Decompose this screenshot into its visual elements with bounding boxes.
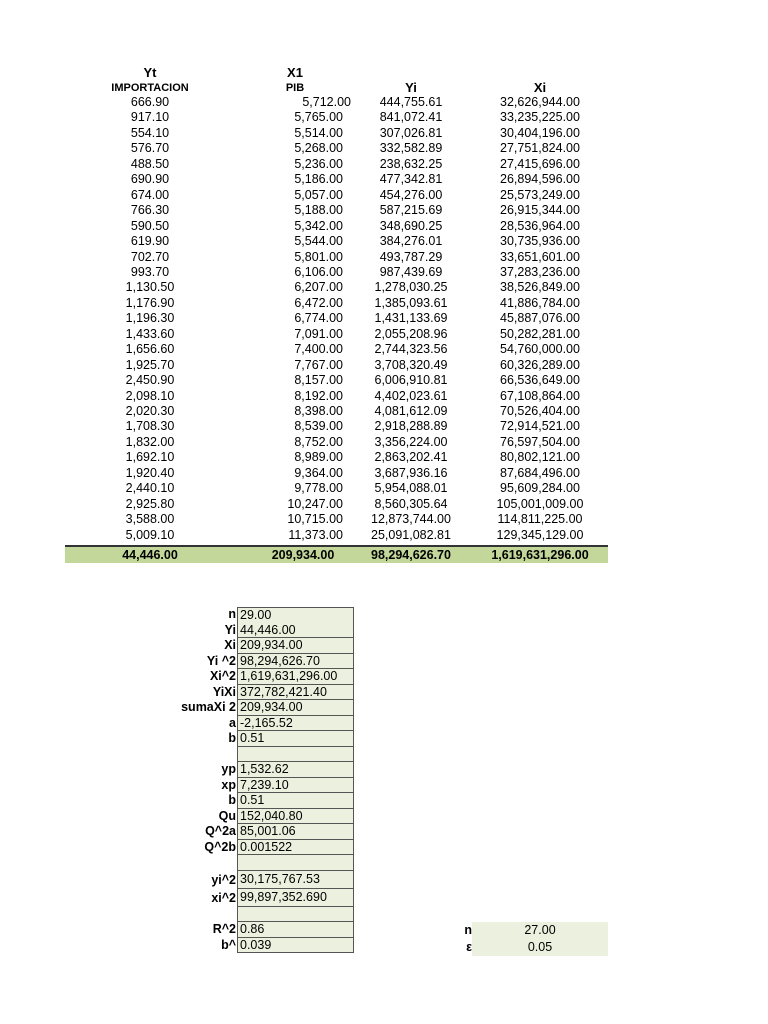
param-row [460,922,610,939]
table-row [0,219,768,234]
cell-yt: 766.30 [130,203,170,218]
cell-yi: 3,687,936.16 [374,465,448,480]
stat-row [0,762,360,778]
total-yi: 98,294,626.70 [371,548,451,562]
stat-label: Yi ^2 [206,653,236,668]
cell-xi: 129,345,129.00 [496,527,584,542]
stat-label: xi^2 [211,890,236,905]
stat-row [0,700,360,716]
header-yt-sub: IMPORTACION [111,82,189,94]
cell-yt: 5,009.10 [125,527,175,542]
cell-xi: 33,651,601.00 [500,249,580,264]
stat-value [237,747,354,763]
cell-yt: 666.90 [130,95,170,109]
cell-yi: 238,632.25 [379,156,443,171]
cell-xi: 25,573,249.00 [500,187,580,202]
table-row [0,466,768,481]
total-x1: 209,934.00 [271,548,335,562]
cell-yt: 1,656.60 [125,342,175,357]
cell-x1: 5,186.00 [294,172,343,187]
cell-yi: 987,439.69 [379,264,443,279]
stat-row [0,685,360,701]
totals-row [65,545,608,563]
cell-x1: 5,801.00 [294,249,343,264]
cell-yi: 4,081,612.09 [374,404,448,418]
cell-yi: 332,582.89 [379,141,443,156]
stat-value: 0.51 [237,731,354,747]
cell-yt: 3,588.00 [125,512,175,527]
stat-row [0,922,360,938]
cell-yi: 1,431,133.69 [374,311,448,326]
header-xi: Xi [533,80,547,95]
cell-yi: 3,708,320.49 [374,357,448,372]
table-row [0,389,768,404]
cell-yt: 917.10 [130,110,170,125]
stat-value: 44,446.00 [237,623,354,639]
cell-yt: 590.50 [130,218,170,233]
table-row [0,141,768,156]
cell-xi: 105,001,009.00 [496,496,584,511]
cell-x1: 5,268.00 [294,141,343,156]
cell-xi: 30,404,196.00 [500,125,580,140]
cell-xi: 76,597,504.00 [500,434,580,449]
cell-xi: 32,626,944.00 [500,95,580,109]
table-row [0,296,768,311]
stat-label: a [229,715,236,730]
param-value: 27.00 [472,922,608,939]
cell-xi: 26,915,344.00 [500,203,580,218]
stat-row [0,824,360,840]
stat-value: 29.00 [237,607,354,624]
cell-yt: 690.90 [130,172,170,187]
table-row [0,327,768,342]
table-row [0,157,768,172]
param-label: n [464,923,472,937]
cell-yt: 2,098.10 [125,388,175,403]
cell-x1: 6,472.00 [294,295,343,310]
stat-label: Q^2a [205,824,236,838]
cell-yt: 1,692.10 [125,450,175,465]
cell-yi: 477,342.81 [379,172,443,187]
cell-xi: 41,886,784.00 [500,295,580,310]
header-x1-sub: PIB [285,82,305,94]
cell-yt: 702.70 [130,249,170,264]
cell-xi: 27,415,696.00 [500,156,580,171]
header-x1: X1 [287,65,303,80]
cell-xi: 114,811,225.00 [497,512,583,527]
cell-x1: 6,774.00 [294,311,343,326]
stat-row [0,793,360,809]
table-row [0,481,768,496]
stat-label: sumaXi 2 [181,700,236,714]
cell-yt: 2,450.90 [125,373,175,388]
stat-row [0,809,360,825]
cell-yi: 5,954,088.01 [374,481,448,496]
stat-value: 99,897,352.690 [237,889,354,907]
stat-value: 0.039 [237,938,354,954]
cell-x1: 5,188.00 [294,203,343,218]
cell-yi: 454,276.00 [379,187,443,202]
cell-x1: 9,364.00 [294,465,343,480]
cell-yt: 1,176.90 [125,295,175,310]
cell-yi: 25,091,082.81 [371,527,451,542]
cell-yi: 841,072.41 [379,110,443,125]
table-row [0,234,768,249]
cell-yi: 6,006,910.81 [374,373,448,388]
table-row [0,110,768,125]
table-row [0,250,768,265]
table-row [0,126,768,141]
stat-row [0,938,360,954]
stat-value: 0.51 [237,793,354,809]
cell-yi: 444,755.61 [379,95,443,109]
cell-yi: 2,863,202.41 [374,450,448,465]
header-yi: Yi [405,80,417,95]
cell-yt: 1,433.60 [125,326,175,341]
cell-xi: 67,108,864.00 [500,388,580,403]
table-row [0,358,768,373]
cell-yt: 1,708.30 [125,419,175,434]
cell-xi: 60,326,289.00 [500,357,580,372]
stat-row [0,669,360,685]
stat-row [0,747,360,763]
stat-value: 372,782,421.40 [237,685,354,701]
cell-yi: 3,356,224.00 [374,434,448,449]
cell-x1: 7,400.00 [294,342,343,357]
cell-yt: 1,832.00 [125,434,175,449]
cell-xi: 30,735,936.00 [500,234,580,249]
cell-x1: 5,544.00 [294,234,343,249]
stat-label: xp [221,777,236,792]
stat-label: b^ [221,937,236,952]
total-yt: 44,446.00 [122,548,178,562]
cell-yt: 2,440.10 [125,481,175,496]
cell-yi: 1,278,030.25 [374,280,448,295]
table-row [0,512,768,527]
table-row [0,450,768,465]
table-row [0,342,768,357]
param-row [460,939,610,956]
cell-xi: 50,282,281.00 [500,326,580,341]
cell-yi: 384,276.01 [379,234,443,249]
cell-yt: 1,925.70 [125,357,175,372]
table-row [0,404,768,419]
cell-yi: 2,744,323.56 [374,342,448,357]
cell-x1: 8,752.00 [294,434,343,449]
stat-label: YiXi [212,684,236,699]
stat-row [0,623,360,639]
cell-yt: 1,196.30 [125,311,175,326]
stat-value: 0.86 [237,922,354,938]
cell-xi: 27,751,824.00 [500,141,580,156]
cell-yt: 1,920.40 [125,465,175,480]
stat-label: n [228,607,236,621]
cell-x1: 11,373.00 [288,527,343,542]
stat-row [0,907,360,923]
cell-xi: 45,887,076.00 [500,311,580,326]
cell-xi: 38,526,849.00 [500,280,580,295]
stat-value: 152,040.80 [237,809,354,825]
table-row [0,172,768,187]
table-row [0,435,768,450]
stat-row [0,716,360,732]
cell-x1: 10,247.00 [287,496,343,511]
cell-yi: 2,055,208.96 [374,326,448,341]
cell-yt: 674.00 [130,187,170,202]
stat-label: Qu [218,808,236,823]
header-yt: Yt [143,65,157,80]
cell-yi: 1,385,093.61 [374,295,448,310]
stat-label: yi^2 [211,872,236,887]
table-row [0,95,768,110]
stat-row [0,840,360,856]
stat-row [0,607,360,623]
cell-x1: 7,767.00 [294,357,343,372]
cell-xi: 28,536,964.00 [500,218,580,233]
cell-xi: 33,235,225.00 [500,110,580,125]
cell-yt: 576.70 [130,141,170,156]
cell-x1: 5,236.00 [294,156,343,171]
cell-xi: 87,684,496.00 [500,465,580,480]
table-row [0,373,768,388]
cell-yi: 2,918,288.89 [374,419,448,434]
table-row [0,497,768,512]
cell-yi: 348,690.25 [379,218,443,233]
stat-value: 0.001522 [237,840,354,856]
param-label: ε [466,940,472,954]
cell-x1: 5,057.00 [294,187,343,202]
cell-yi: 587,215.69 [379,203,443,218]
cell-yt: 554.10 [130,125,170,140]
table-row [0,188,768,203]
cell-yt: 2,925.80 [125,496,175,511]
stat-label: yp [221,762,236,776]
cell-x1: 5,514.00 [294,125,343,140]
cell-yi: 8,560,305.64 [374,496,448,511]
stat-value: -2,165.52 [237,716,354,732]
cell-x1: 6,207.00 [294,280,343,295]
table-row [0,311,768,326]
cell-x1: 8,989.00 [294,450,343,465]
cell-x1: 5,712.00 [302,95,351,109]
stat-label: Xi^2 [209,669,236,683]
stat-label: b [228,731,236,745]
table-row [0,203,768,218]
stat-label: Xi [224,638,236,652]
table-row [0,419,768,434]
stat-row [0,654,360,670]
cell-yi: 307,026.81 [379,125,443,140]
cell-x1: 6,106.00 [294,264,343,279]
stat-row [0,638,360,654]
cell-yt: 993.70 [130,264,170,279]
stat-label: b [228,793,236,807]
stat-row [0,871,360,889]
stat-value: 7,239.10 [237,778,354,794]
cell-xi: 72,914,521.00 [500,419,580,434]
stat-value: 209,934.00 [237,700,354,716]
cell-xi: 54,760,000.00 [500,342,580,357]
stat-row [0,855,360,871]
table-row [0,528,768,543]
stat-row [0,778,360,794]
cell-x1: 8,539.00 [294,419,343,434]
cell-yt: 488.50 [130,156,170,171]
cell-x1: 9,778.00 [294,481,343,496]
cell-x1: 5,765.00 [294,110,343,125]
stat-value: 85,001.06 [237,824,354,840]
stat-value: 1,619,631,296.00 [237,669,354,685]
stat-value: 98,294,626.70 [237,654,354,670]
stat-value: 209,934.00 [237,638,354,654]
table-row [0,280,768,295]
cell-x1: 10,715.00 [287,512,343,527]
cell-xi: 95,609,284.00 [500,481,580,496]
stat-value: 1,532.62 [237,762,354,778]
stat-label: Yi [224,622,236,637]
cell-xi: 70,526,404.00 [500,404,580,418]
cell-xi: 80,802,121.00 [500,450,580,465]
stat-value [237,855,354,871]
cell-yt: 619.90 [130,234,170,249]
cell-yi: 493,787.29 [379,249,443,264]
cell-xi: 66,536,649.00 [500,373,580,388]
cell-xi: 26,894,596.00 [500,172,580,187]
cell-x1: 7,091.00 [294,326,343,341]
total-xi: 1,619,631,296.00 [491,548,589,562]
stat-row [0,731,360,747]
stat-label: Q^2b [204,839,236,854]
cell-yi: 12,873,744.00 [371,512,451,527]
stat-value [237,907,354,923]
cell-yt: 1,130.50 [125,280,175,295]
cell-yt: 2,020.30 [125,404,175,418]
cell-xi: 37,283,236.00 [500,264,580,279]
stat-value: 30,175,767.53 [237,871,354,889]
cell-yi: 4,402,023.61 [374,388,448,403]
stat-row [0,889,360,907]
cell-x1: 5,342.00 [294,218,343,233]
table-row [0,265,768,280]
cell-x1: 8,157.00 [294,373,343,388]
param-value: 0.05 [472,939,608,956]
cell-x1: 8,192.00 [294,388,343,403]
cell-x1: 8,398.00 [294,404,343,418]
stat-label: R^2 [212,922,236,936]
